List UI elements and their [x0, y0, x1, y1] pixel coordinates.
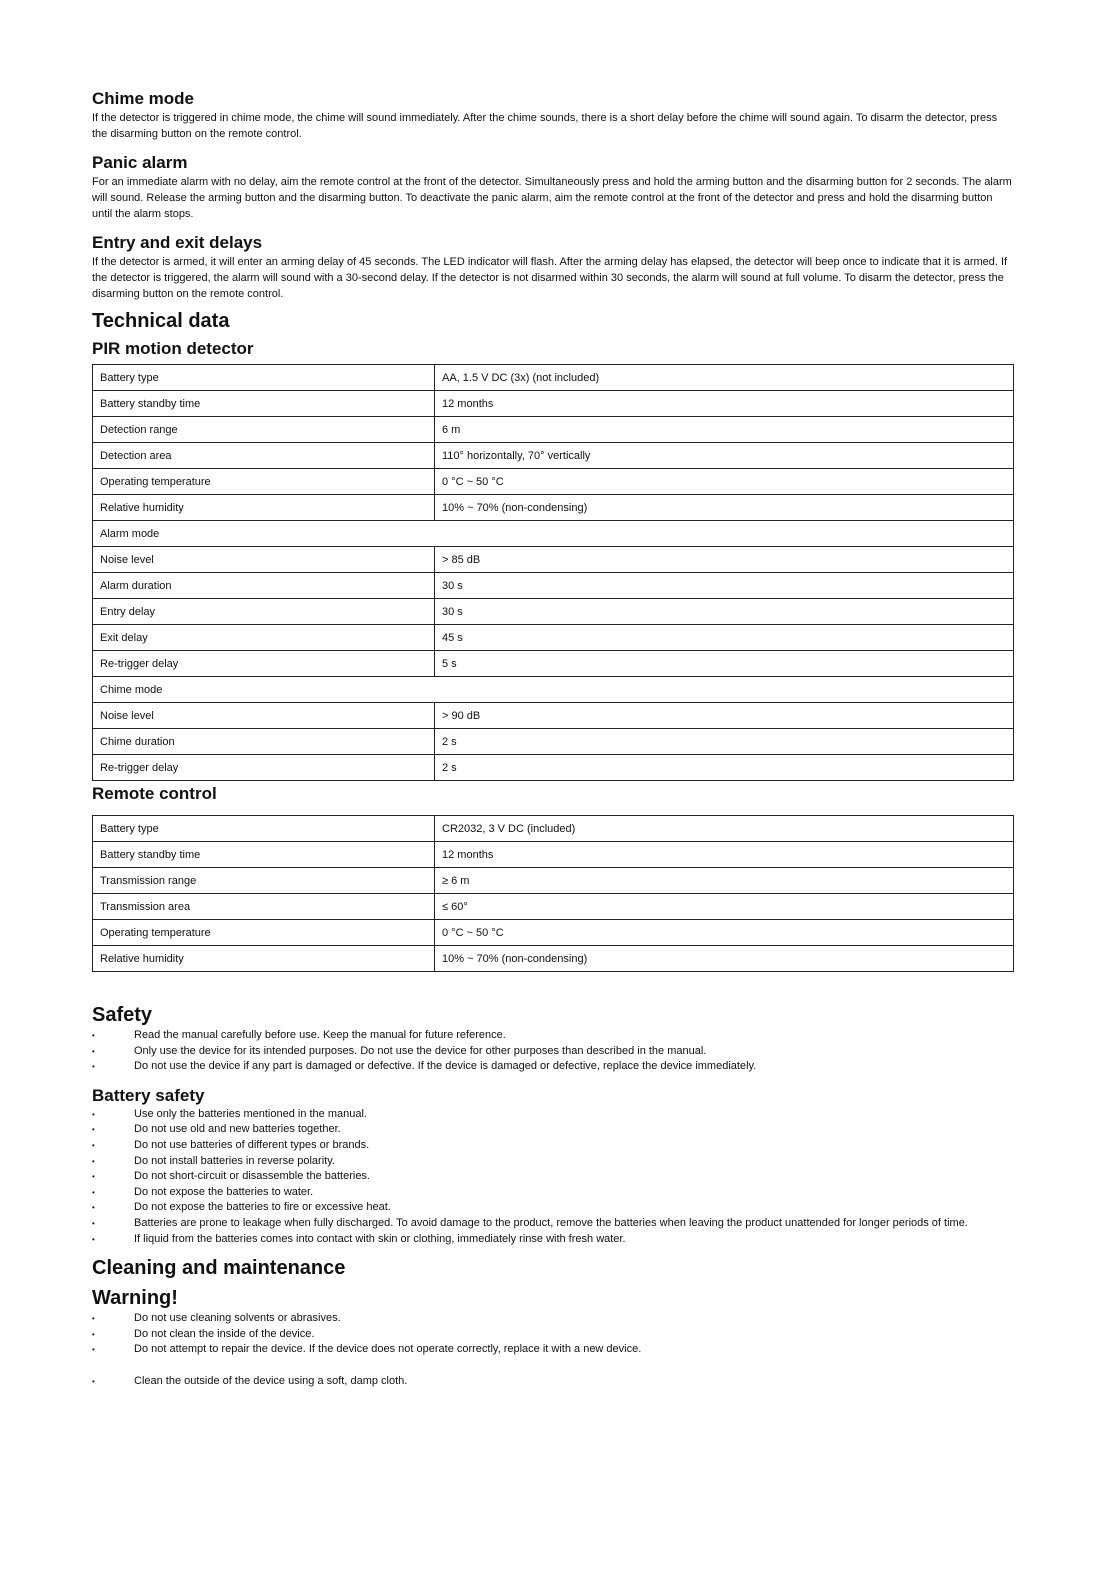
spec-row — [93, 573, 1014, 599]
manual-page — [92, 88, 1014, 1390]
spec-value: 12 months — [435, 842, 1014, 868]
spec-label: Operating temperature — [93, 469, 435, 495]
pir-spec-table — [92, 364, 1014, 781]
spec-value: 10% ~ 70% (non-condensing) — [435, 946, 1014, 972]
list-item: • Do not use batteries of different types or brands. — [92, 1138, 1014, 1154]
panic-alarm-text: For an immediate alarm with no delay, aim the remote control at the front of the detector. Simultaneously press and hold the arming button and the disarming button for 2 seconds. The alarm will sound. Release the arming button and the disarming button. To deactivate the panic alarm, aim the remote control at the front of the detector and press and hold the disarming button until the alarm stops. — [92, 176, 1012, 220]
chime-mode-text: If the detector is triggered in chime mode, the chime will sound immediately. After the chime sounds, there is a short delay before the chime will sound again. To disarm the detector, press the disarming button on the remote control. — [92, 112, 998, 140]
spec-value: 2 s — [435, 755, 1014, 781]
spec-label: Transmission range — [93, 868, 435, 894]
list-item: • Read the manual carefully before use. Keep the manual for future reference. — [92, 1028, 1014, 1044]
list-item: • Use only the batteries mentioned in the manual. — [92, 1107, 1014, 1123]
spec-label: Detection area — [93, 443, 435, 469]
chime-mode-heading: Chime mode — [92, 89, 195, 108]
list-item: • Do not clean the inside of the device. — [92, 1327, 1014, 1343]
list-item: • Do not expose the batteries to fire or excessive heat. — [92, 1200, 1014, 1216]
spec-row — [93, 868, 1014, 894]
spec-label: Entry delay — [93, 599, 435, 625]
spec-row — [93, 365, 1014, 391]
spec-label: Exit delay — [93, 625, 435, 651]
list-item: • If liquid from the batteries comes into contact with skin or clothing, immediately rinse with fresh water. — [92, 1232, 1014, 1248]
warning-heading: Warning! — [92, 1287, 178, 1310]
spec-row — [93, 920, 1014, 946]
spec-label: Battery type — [93, 365, 435, 391]
safety-heading: Safety — [92, 1004, 153, 1026]
spec-value: 12 months — [435, 391, 1014, 417]
spec-label: Re-trigger delay — [93, 755, 435, 781]
entry-exit-heading: Entry and exit delays — [92, 233, 263, 252]
spec-row — [93, 625, 1014, 651]
spec-label: Transmission area — [93, 894, 435, 920]
panic-alarm-section — [92, 152, 1014, 222]
safety-list — [92, 1028, 1014, 1075]
list-item: • Clean the outside of the device using a soft, damp cloth. — [92, 1374, 1014, 1390]
spec-value: 5 s — [435, 651, 1014, 677]
spec-label: Noise level — [93, 547, 435, 573]
technical-data-heading: Technical data — [92, 310, 230, 332]
spec-value: AA, 1.5 V DC (3x) (not included) — [435, 365, 1014, 391]
spec-value: 110° horizontally, 70° vertically — [435, 443, 1014, 469]
spec-row — [93, 547, 1014, 573]
cleaning-heading: Cleaning and maintenance — [92, 1257, 346, 1280]
spec-label: Detection range — [93, 417, 435, 443]
spec-row — [93, 391, 1014, 417]
spec-label: Noise level — [93, 703, 435, 729]
spec-row — [93, 755, 1014, 781]
spec-value: 30 s — [435, 599, 1014, 625]
spec-row — [93, 443, 1014, 469]
spec-label: Chime duration — [93, 729, 435, 755]
entry-exit-text: If the detector is armed, it will enter an arming delay of 45 seconds. The LED indicator will flash. After the arming delay has elapsed, the detector will beep once to indicate that it is armed. If the detector is triggered, the alarm will sound with a 30-second delay. If the detector is not disarmed within 30 seconds, the alarm will sound at full volume. To disarm the detector, press the disarming button on the remote control. — [92, 256, 1008, 300]
list-item: • Do not use cleaning solvents or abrasives. — [92, 1311, 1014, 1327]
spec-value: 0 °C ~ 50 °C — [435, 469, 1014, 495]
battery-safety-list — [92, 1107, 1014, 1247]
spec-value: 10% ~ 70% (non-condensing) — [435, 495, 1014, 521]
spec-value: 2 s — [435, 729, 1014, 755]
spec-label: Relative humidity — [93, 495, 435, 521]
list-item: • Only use the device for its intended purposes. Do not use the device for other purposes than described in the manual. — [92, 1044, 1014, 1060]
chime-mode-section — [92, 88, 1014, 142]
panic-alarm-heading: Panic alarm — [92, 153, 188, 172]
list-item: • Do not short-circuit or disassemble the batteries. — [92, 1169, 1014, 1185]
spec-value: 6 m — [435, 417, 1014, 443]
spec-row — [93, 894, 1014, 920]
spec-row — [93, 677, 1014, 703]
spec-row — [93, 703, 1014, 729]
spec-value: > 90 dB — [435, 703, 1014, 729]
spec-value: CR2032, 3 V DC (included) — [435, 816, 1014, 842]
spec-label: Battery type — [93, 816, 435, 842]
spec-label: Alarm duration — [93, 573, 435, 599]
spec-label: Relative humidity — [93, 946, 435, 972]
spec-row — [93, 417, 1014, 443]
warning-list — [92, 1311, 1014, 1358]
list-item: • Do not use the device if any part is damaged or defective. If the device is damaged or defective, replace the device immediately. — [92, 1059, 1014, 1075]
spec-value: 0 °C ~ 50 °C — [435, 920, 1014, 946]
spec-row — [93, 842, 1014, 868]
remote-spec-table — [92, 815, 1014, 972]
spec-row — [93, 651, 1014, 677]
spec-label: Battery standby time — [93, 391, 435, 417]
list-item: • Do not expose the batteries to water. — [92, 1185, 1014, 1201]
list-item: • Do not attempt to repair the device. If the device does not operate correctly, replace it with a new device. — [92, 1342, 1014, 1358]
spec-label: Operating temperature — [93, 920, 435, 946]
spec-row — [93, 816, 1014, 842]
cleaning-list — [92, 1374, 1014, 1390]
spec-row — [93, 599, 1014, 625]
spec-group-label: Alarm mode — [93, 521, 1014, 547]
spec-row — [93, 495, 1014, 521]
remote-heading: Remote control — [92, 784, 217, 803]
spec-row — [93, 729, 1014, 755]
list-item: • Do not use old and new batteries together. — [92, 1122, 1014, 1138]
spec-value: ≥ 6 m — [435, 868, 1014, 894]
spec-row — [93, 469, 1014, 495]
list-item: • Do not install batteries in reverse polarity. — [92, 1154, 1014, 1170]
spec-row — [93, 521, 1014, 547]
spec-value: 45 s — [435, 625, 1014, 651]
list-item: • Batteries are prone to leakage when fully discharged. To avoid damage to the product, remove the batteries when leaving the product unattended for longer periods of time. — [92, 1216, 1014, 1232]
entry-exit-section — [92, 232, 1014, 302]
spec-value: > 85 dB — [435, 547, 1014, 573]
spec-value: ≤ 60° — [435, 894, 1014, 920]
spec-group-label: Chime mode — [93, 677, 1014, 703]
pir-heading: PIR motion detector — [92, 339, 254, 358]
spec-label: Battery standby time — [93, 842, 435, 868]
spec-label: Re-trigger delay — [93, 651, 435, 677]
spec-row — [93, 946, 1014, 972]
battery-safety-heading: Battery safety — [92, 1085, 205, 1105]
spec-value: 30 s — [435, 573, 1014, 599]
